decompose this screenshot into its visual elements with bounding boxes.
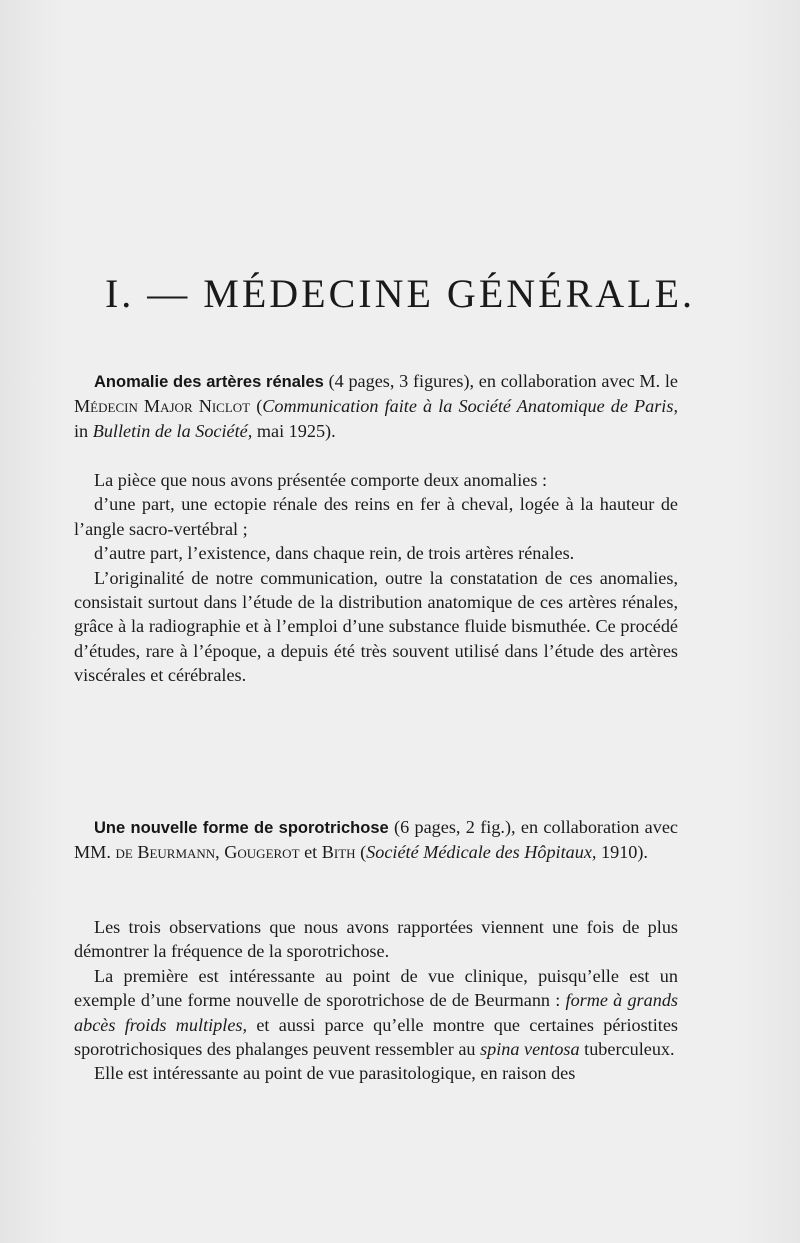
collaborator-name: Médecin Major Niclot [74,396,251,417]
paragraph: La pièce que nous avons présentée comporte deux anomalies : [94,470,548,490]
section-1-body [74,468,678,688]
section-2-reference [74,815,678,865]
section-2-title: Une nouvelle forme de sporotrichose [94,819,389,837]
paragraph: Les trois observations que nous avons rapportées viennent une fois de plus démontrer la fréquence de la sporotrichose. [74,917,678,962]
collaborator-name: Bith [321,842,356,863]
section-2-reference-text: Une nouvelle forme de sporotrichose (6 pages, 2 fig.), en collaboration avec MM. de Beurmann, Gougerot et Bith (Société Médicale des Hôpitaux, 1910). [74,817,678,863]
paragraph: L’originalité de notre communication, outre la constatation de ces anomalies, consistait surtout dans l’étude de la distribution anatomique de ces artères rénales, grâce à la radiographie et à l’emploi d’une substance fluide bismuthée. Ce procédé d’études, rare à l’époque, a depuis été très souvent utilisé dans l’étude des artères viscérales et cérébrales. [74,567,678,686]
section-1-title: Anomalie des artères rénales [94,373,324,391]
collaborator-name: de Beurmann [115,842,216,863]
section-1-reference [74,369,678,443]
paragraph: Elle est intéressante au point de vue parasitologique, en raison des [94,1063,576,1084]
chapter-heading: I. — MÉDECINE GÉNÉRALE. [104,271,696,316]
collaborator-name: Gougerot [224,842,300,863]
section-2-body [74,915,678,1086]
section-1-reference-text: Anomalie des artères rénales (4 pages, 3 figures), en collaboration avec M. le Médecin Major Niclot (Communication faite à la Société Anatomique de Paris, in Bulletin de la Société, mai 1925). [74,371,678,441]
paragraph: La première est intéressante au point de vue clinique, puisqu’elle est un exemple d’une forme nouvelle de sporotrichose de de Beurmann : forme à grands abcès froids multiples, et aussi parce qu’elle montre que certaines périostites sporotrichosiques des phalanges peuvent ressembler au spina ventosa tuberculeux. [74,965,678,1060]
paragraph: d’une part, une ectopie rénale des reins en fer à cheval, logée à la hauteur de l’angle sacro-vertébral ; [74,494,678,539]
paragraph: d’autre part, l’existence, dans chaque rein, de trois artères rénales. [94,543,575,564]
